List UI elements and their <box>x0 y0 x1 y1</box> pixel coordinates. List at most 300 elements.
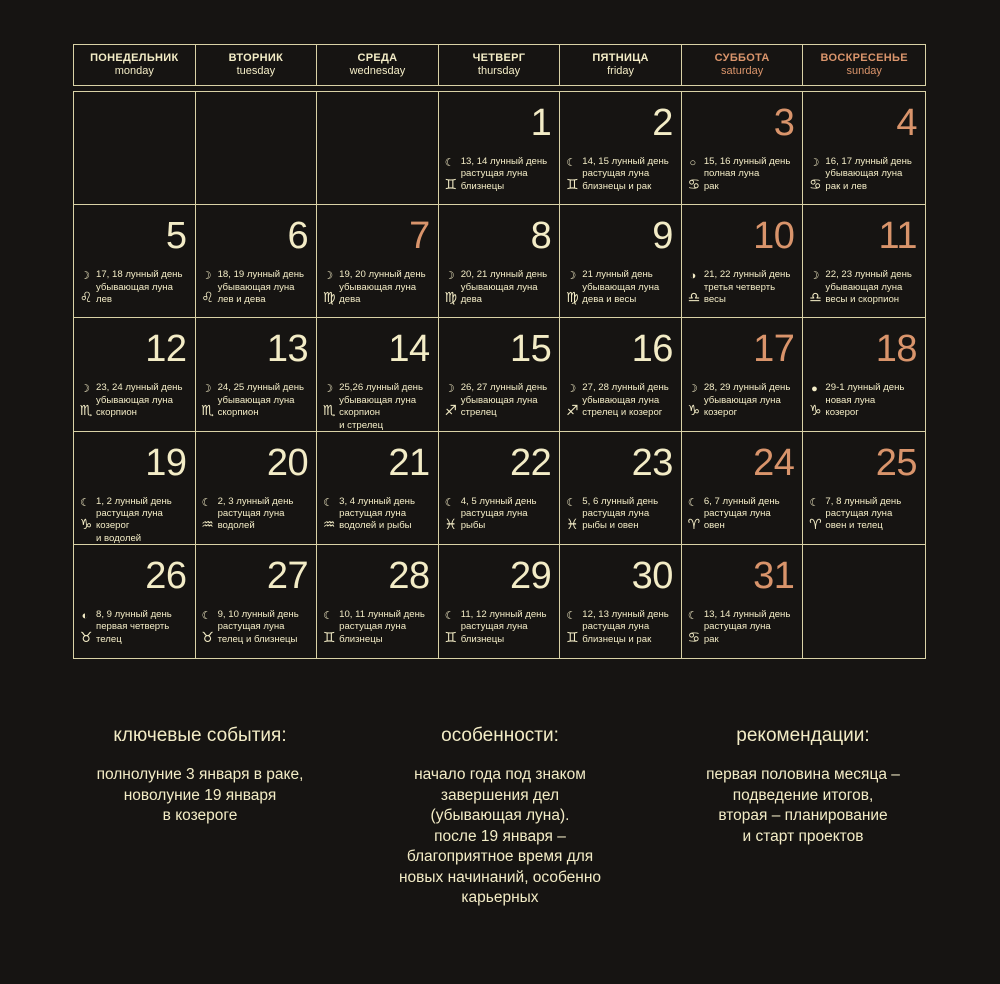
day-cell-24 <box>682 432 804 545</box>
lunar-info-line: третья четверть <box>703 281 776 293</box>
key-events-column <box>45 725 355 827</box>
lunar-info <box>582 156 679 193</box>
empty-day-cell <box>196 92 318 205</box>
zodiac-icon: ♒ <box>201 516 214 533</box>
moon-phase-icon: ☾ <box>323 609 334 622</box>
lunar-info <box>582 609 679 646</box>
lunar-info-line: весы <box>703 294 726 305</box>
lunar-info-line: растущая луна <box>703 621 771 633</box>
lunar-info-line: растущая луна <box>703 508 771 519</box>
lunar-info-line: 10, 11 лунный день <box>339 608 425 620</box>
day-cell-20 <box>196 432 318 545</box>
lunar-info-line: 8, 9 лунный день <box>96 608 172 620</box>
lunar-info-line: 25,26 лунный день <box>339 382 423 394</box>
features-column <box>345 725 655 909</box>
lunar-info-line: 7, 8 лунный день <box>825 495 902 507</box>
weekday-name-ru: ПОНЕДЕЛЬНИК <box>90 52 179 65</box>
lunar-info <box>825 156 923 193</box>
lunar-info-line: 23, 24 лунный день <box>96 382 183 394</box>
lunar-info-line: козерог <box>703 407 738 419</box>
day-cell-9 <box>560 205 682 318</box>
zodiac-icon: ♍ <box>322 290 336 307</box>
zodiac-icon: ♓ <box>566 516 579 533</box>
day-cell-5 <box>74 205 196 318</box>
lunar-info-line: 13, 14 лунный день <box>460 156 548 167</box>
lunar-info-line: рак <box>703 633 719 645</box>
day-number: 15 <box>510 328 552 371</box>
moon-phase-icon: ☾ <box>566 609 577 622</box>
lunar-info <box>218 269 315 306</box>
day-number: 20 <box>266 441 309 484</box>
day-cell-31 <box>682 545 804 658</box>
moon-phase-icon: ☽ <box>566 383 577 396</box>
moon-phase-icon: ☾ <box>444 609 455 622</box>
section-line: полнолуние 3 января в раке, <box>96 766 304 783</box>
day-number: 17 <box>753 328 795 371</box>
moon-phase-icon: ☾ <box>201 609 212 622</box>
lunar-info-line: убывающая луна <box>217 281 295 293</box>
zodiac-icon: ♋ <box>687 629 701 646</box>
zodiac-icon: ♈ <box>809 516 822 533</box>
day-number: 9 <box>652 215 673 258</box>
moon-phase-icon: ☾ <box>687 609 698 622</box>
lunar-info-line: 2, 3 лунный день <box>217 495 294 507</box>
day-cell-12 <box>74 318 196 431</box>
lunar-info-line: убывающая луна <box>582 394 660 406</box>
day-cell-2 <box>560 92 682 205</box>
zodiac-icon: ♎ <box>687 290 701 307</box>
lunar-info-line: овен и телец <box>825 520 883 532</box>
lunar-info-line: рыбы и овен <box>582 520 639 532</box>
lunar-info-line: убывающая луна <box>460 281 538 293</box>
day-cell-1 <box>439 92 561 205</box>
lunar-info-line: водолей <box>217 520 255 532</box>
features-title: особенности: <box>441 725 559 746</box>
empty-day-cell <box>317 92 439 205</box>
moon-phase-icon: ◑ <box>689 270 697 283</box>
lunar-info <box>825 269 923 306</box>
day-cell-26 <box>74 545 196 658</box>
weekday-tuesday <box>196 45 318 85</box>
day-number: 25 <box>875 441 917 484</box>
zodiac-icon: ♏ <box>79 403 93 420</box>
lunar-info-line: 4, 5 лунный день <box>460 495 537 507</box>
zodiac-icon: ♒ <box>322 516 336 533</box>
lunar-info-line: близнецы <box>339 633 383 645</box>
day-number: 11 <box>878 215 917 258</box>
day-number: 19 <box>145 441 187 484</box>
lunar-info <box>704 609 801 646</box>
zodiac-icon: ♑ <box>809 403 822 420</box>
day-number: 28 <box>388 554 430 597</box>
lunar-info <box>461 496 558 533</box>
weekday-name-en: friday <box>607 65 635 77</box>
lunar-info-line: и водолей <box>96 532 142 544</box>
day-number: 8 <box>530 215 552 258</box>
lunar-info-line: 5, 6 лунный день <box>582 495 659 507</box>
day-cell-22 <box>439 432 561 545</box>
lunar-info-line: растущая луна <box>339 508 407 519</box>
lunar-info-line: 6, 7 лунный день <box>703 495 780 507</box>
empty-day-cell <box>803 545 925 658</box>
day-cell-21 <box>317 432 439 545</box>
day-number: 21 <box>388 441 430 484</box>
moon-phase-icon: ☽ <box>444 270 455 283</box>
lunar-info-line: рыбы <box>460 520 486 532</box>
lunar-info <box>582 496 679 533</box>
lunar-info <box>339 382 436 431</box>
lunar-info <box>461 382 558 419</box>
section-line: карьерных <box>461 889 539 906</box>
lunar-info-line: растущая луна <box>460 168 528 180</box>
day-number: 6 <box>287 215 309 258</box>
moon-phase-icon: ☽ <box>201 383 212 396</box>
lunar-info-line: близнецы и рак <box>582 180 652 192</box>
lunar-info-line: стрелец <box>460 407 497 419</box>
moon-phase-icon: ☾ <box>566 157 577 169</box>
lunar-info-line: весы и скорпион <box>825 294 900 305</box>
day-cell-14 <box>317 318 439 431</box>
lunar-info-line: растущая луна <box>217 621 285 633</box>
day-cell-28 <box>317 545 439 658</box>
zodiac-icon: ♏ <box>201 403 214 420</box>
lunar-info-line: растущая луна <box>460 621 528 633</box>
day-cell-19 <box>74 432 196 545</box>
weekday-thursday <box>439 45 561 85</box>
lunar-info-line: 12, 13 лунный день <box>582 608 669 620</box>
section-line: в козероге <box>162 807 238 824</box>
moon-phase-icon: ☾ <box>80 496 90 509</box>
weekday-name-en: sunday <box>846 65 882 77</box>
lunar-info-line: убывающая луна <box>460 394 538 406</box>
weekday-wednesday <box>317 45 439 85</box>
day-number: 31 <box>753 554 795 597</box>
day-cell-23 <box>560 432 682 545</box>
day-cell-4 <box>803 92 925 205</box>
lunar-info-line: растущая луна <box>582 168 650 180</box>
lunar-info-line: телец <box>96 633 122 645</box>
section-line: (убывающая луна). <box>430 807 570 824</box>
lunar-info-line: 26, 27 лунный день <box>460 382 548 394</box>
lunar-info-line: убывающая луна <box>96 281 173 293</box>
day-number: 18 <box>875 328 917 371</box>
day-cell-7 <box>317 205 439 318</box>
lunar-info-line: овен <box>703 520 725 532</box>
section-line: начало года под знаком <box>414 766 586 783</box>
lunar-info-line: 24, 25 лунный день <box>217 382 305 394</box>
section-line: вторая – планирование <box>718 807 888 824</box>
calendar-grid <box>73 91 926 659</box>
zodiac-icon: ♊ <box>322 629 336 646</box>
lunar-info-line: близнецы и рак <box>582 633 652 645</box>
day-cell-25 <box>803 432 925 545</box>
weekday-sunday <box>803 45 925 85</box>
zodiac-icon: ♊ <box>566 629 579 646</box>
recommendations-title: рекомендации: <box>736 725 870 746</box>
lunar-info-line: водолей и рыбы <box>339 520 412 532</box>
weekday-name-ru: ВОСКРЕСЕНЬЕ <box>820 52 908 65</box>
lunar-info-line: 14, 15 лунный день <box>582 156 669 167</box>
lunar-info <box>582 269 679 306</box>
weekday-name-ru: СУББОТА <box>714 52 770 65</box>
lunar-info-line: дева <box>460 294 482 305</box>
lunar-info-line: полная луна <box>703 168 760 180</box>
day-number: 5 <box>165 215 187 258</box>
moon-phase-icon: ☽ <box>80 383 90 396</box>
day-cell-18 <box>803 318 925 431</box>
day-number: 26 <box>145 554 187 597</box>
day-cell-29 <box>439 545 561 658</box>
lunar-info <box>461 156 558 193</box>
day-cell-11 <box>803 205 925 318</box>
day-number: 4 <box>896 102 917 144</box>
moon-phase-icon: ☾ <box>323 496 334 509</box>
moon-phase-icon: ☽ <box>80 270 90 283</box>
zodiac-icon: ♋ <box>809 177 822 193</box>
lunar-info-line: растущая луна <box>582 508 650 519</box>
lunar-info-line: убывающая луна <box>96 394 173 406</box>
weekday-name-en: saturday <box>721 65 764 77</box>
lunar-info-line: убывающая луна <box>339 394 417 406</box>
section-line: новолуние 19 января <box>123 786 277 804</box>
lunar-info <box>218 609 315 646</box>
lunar-info-line: 27, 28 лунный день <box>582 382 669 394</box>
lunar-info-line: близнецы <box>460 633 505 645</box>
weekday-header <box>73 44 926 86</box>
lunar-info-line: 13, 14 лунный день <box>703 608 791 620</box>
moon-phase-icon: ◐ <box>81 609 89 622</box>
lunar-info <box>461 609 558 646</box>
zodiac-icon: ♋ <box>687 177 701 193</box>
recommendations-column <box>648 725 958 847</box>
day-cell-30 <box>560 545 682 658</box>
weekday-saturday <box>682 45 804 85</box>
lunar-info-line: 9, 10 лунный день <box>217 608 299 620</box>
lunar-info-line: рак и лев <box>825 180 868 192</box>
moon-phase-icon: ☽ <box>809 270 820 283</box>
zodiac-icon: ♌ <box>79 290 93 307</box>
zodiac-icon: ♎ <box>809 290 822 307</box>
zodiac-icon: ♊ <box>444 629 457 646</box>
moon-phase-icon: ☾ <box>687 496 698 509</box>
lunar-info-line: 18, 19 лунный день <box>217 269 305 281</box>
weekday-name-ru: ЧЕТВЕРГ <box>472 52 526 65</box>
lunar-info <box>825 382 923 419</box>
lunar-info-line: дева <box>339 294 361 305</box>
weekday-name-en: tuesday <box>236 65 276 77</box>
zodiac-icon: ♈ <box>687 516 701 533</box>
section-line: после 19 января – <box>434 827 566 845</box>
lunar-info-line: лев и дева <box>217 294 266 305</box>
day-number: 10 <box>753 215 795 258</box>
lunar-info-line: растущая луна <box>582 621 650 633</box>
weekday-friday <box>560 45 682 85</box>
moon-phase-icon: ☽ <box>201 270 212 283</box>
moon-phase-icon: ○ <box>689 157 697 169</box>
lunar-info <box>96 609 193 646</box>
empty-day-cell <box>74 92 196 205</box>
day-number: 12 <box>145 328 187 371</box>
section-line: подведение итогов, <box>732 786 874 804</box>
lunar-info-line: убывающая луна <box>582 281 660 293</box>
lunar-info-line: козерог <box>96 520 130 532</box>
lunar-info <box>461 269 558 306</box>
weekday-name-en: wednesday <box>349 65 406 77</box>
zodiac-icon: ♊ <box>566 177 579 193</box>
lunar-info-line: убывающая луна <box>825 168 903 180</box>
day-number: 24 <box>753 441 795 484</box>
zodiac-icon: ♐ <box>444 403 457 420</box>
lunar-info-line: скорпион <box>96 407 137 419</box>
moon-phase-icon: ● <box>811 383 818 396</box>
lunar-info-line: 22, 23 лунный день <box>825 269 912 281</box>
lunar-info-line: 19, 20 лунный день <box>339 269 426 281</box>
day-number: 22 <box>510 441 552 484</box>
moon-phase-icon: ☽ <box>809 157 820 169</box>
lunar-info-line: близнецы <box>460 180 505 192</box>
day-cell-17 <box>682 318 804 431</box>
weekday-name-ru: ПЯТНИЦА <box>592 52 649 65</box>
moon-phase-icon: ☽ <box>323 383 334 396</box>
weekday-name-ru: СРЕДА <box>357 52 398 65</box>
zodiac-icon: ♊ <box>444 177 457 193</box>
lunar-info <box>704 269 801 306</box>
zodiac-icon: ♑ <box>79 516 93 533</box>
lunar-info-line: 11, 12 лунный день <box>460 608 547 620</box>
lunar-info <box>96 496 193 545</box>
lunar-info-line: лев <box>96 294 113 305</box>
lunar-info-line: новая луна <box>825 394 876 406</box>
day-cell-8 <box>439 205 561 318</box>
moon-phase-icon: ☽ <box>687 383 698 396</box>
lunar-info-line: убывающая луна <box>217 394 295 406</box>
zodiac-icon: ♑ <box>687 403 701 420</box>
day-number: 3 <box>773 102 795 144</box>
section-line: и старт проектов <box>742 827 864 845</box>
day-number: 2 <box>652 102 673 144</box>
day-number: 16 <box>631 328 673 371</box>
day-cell-27 <box>196 545 318 658</box>
day-cell-10 <box>682 205 804 318</box>
day-cell-3 <box>682 92 804 205</box>
lunar-info-line: рак <box>703 180 719 192</box>
zodiac-icon: ♌ <box>201 290 214 307</box>
moon-phase-icon: ☽ <box>323 270 334 283</box>
zodiac-icon: ♍ <box>444 290 457 307</box>
day-number: 7 <box>409 215 430 258</box>
moon-phase-icon: ☾ <box>444 496 455 509</box>
moon-phase-icon: ☾ <box>444 157 455 169</box>
zodiac-icon: ♉ <box>201 629 214 646</box>
lunar-info-line: 1, 2 лунный день <box>96 495 172 507</box>
lunar-info-line: 3, 4 лунный день <box>339 495 415 507</box>
lunar-info-line: 16, 17 лунный день <box>825 156 912 167</box>
recommendations-text <box>648 765 958 847</box>
lunar-info <box>339 269 436 306</box>
day-number: 29 <box>510 554 552 597</box>
lunar-info <box>218 496 315 533</box>
lunar-info-line: и стрелец <box>339 419 384 431</box>
lunar-info-line: убывающая луна <box>703 394 781 406</box>
lunar-info-line: первая четверть <box>96 621 170 633</box>
section-line: новых начинаний, особенно <box>398 868 602 886</box>
lunar-info-line: растущая луна <box>217 508 285 519</box>
lunar-info <box>96 382 193 419</box>
moon-phase-icon: ☾ <box>566 496 577 509</box>
lunar-info-line: 28, 29 лунный день <box>703 382 791 394</box>
zodiac-icon: ♍ <box>566 290 579 307</box>
lunar-info <box>582 382 679 419</box>
zodiac-icon: ♉ <box>79 629 93 646</box>
lunar-info <box>218 382 315 419</box>
moon-phase-icon: ☾ <box>809 496 820 509</box>
day-number: 1 <box>530 102 552 144</box>
lunar-info-line: 21, 22 лунный день <box>703 269 791 281</box>
section-line: завершения дел <box>440 786 560 804</box>
weekday-name-ru: ВТОРНИК <box>228 52 284 65</box>
lunar-info-line: убывающая луна <box>825 281 903 293</box>
moon-phase-icon: ☾ <box>201 496 212 509</box>
section-line: первая половина месяца – <box>706 766 900 783</box>
lunar-info-line: 21 лунный день <box>582 269 653 281</box>
weekday-name-en: thursday <box>477 65 521 77</box>
lunar-info-line: дева и весы <box>582 294 637 305</box>
zodiac-icon: ♏ <box>322 403 336 420</box>
day-cell-6 <box>196 205 318 318</box>
day-number: 30 <box>631 554 673 597</box>
lunar-info-line: растущая луна <box>96 508 163 519</box>
lunar-info-line: телец и близнецы <box>217 633 298 645</box>
lunar-info <box>96 269 193 306</box>
lunar-info-line: 15, 16 лунный день <box>703 156 791 167</box>
weekday-monday <box>74 45 196 85</box>
lunar-info <box>825 496 923 533</box>
features-text <box>345 765 655 909</box>
lunar-info-line: растущая луна <box>460 508 528 519</box>
lunar-info <box>339 609 436 646</box>
lunar-info-line: 29-1 лунный день <box>825 382 905 394</box>
day-number: 27 <box>266 554 309 597</box>
lunar-info-line: скорпион <box>339 407 381 419</box>
lunar-info-line: убывающая луна <box>339 281 417 293</box>
lunar-info-line: 17, 18 лунный день <box>96 269 183 281</box>
zodiac-icon: ♓ <box>444 516 457 533</box>
day-cell-15 <box>439 318 561 431</box>
lunar-info <box>339 496 436 533</box>
day-number: 13 <box>266 328 309 371</box>
key-events-title: ключевые события: <box>113 725 287 746</box>
moon-phase-icon: ☽ <box>444 383 455 396</box>
lunar-info-line: козерог <box>825 407 859 419</box>
section-line: благоприятное время для <box>406 848 594 865</box>
lunar-info-line: скорпион <box>217 407 259 419</box>
weekday-name-en: monday <box>114 65 154 77</box>
zodiac-icon: ♐ <box>566 403 579 420</box>
lunar-info-line: растущая луна <box>825 508 893 519</box>
day-cell-13 <box>196 318 318 431</box>
key-events-text <box>45 765 355 827</box>
lunar-info <box>704 496 801 533</box>
lunar-info-line: 20, 21 лунный день <box>460 269 548 281</box>
lunar-info-line: стрелец и козерог <box>582 407 663 419</box>
moon-phase-icon: ☽ <box>566 270 577 283</box>
day-number: 14 <box>388 328 430 371</box>
lunar-info <box>704 156 801 193</box>
day-number: 23 <box>631 441 673 484</box>
lunar-info-line: растущая луна <box>339 621 407 633</box>
lunar-info <box>704 382 801 419</box>
day-cell-16 <box>560 318 682 431</box>
